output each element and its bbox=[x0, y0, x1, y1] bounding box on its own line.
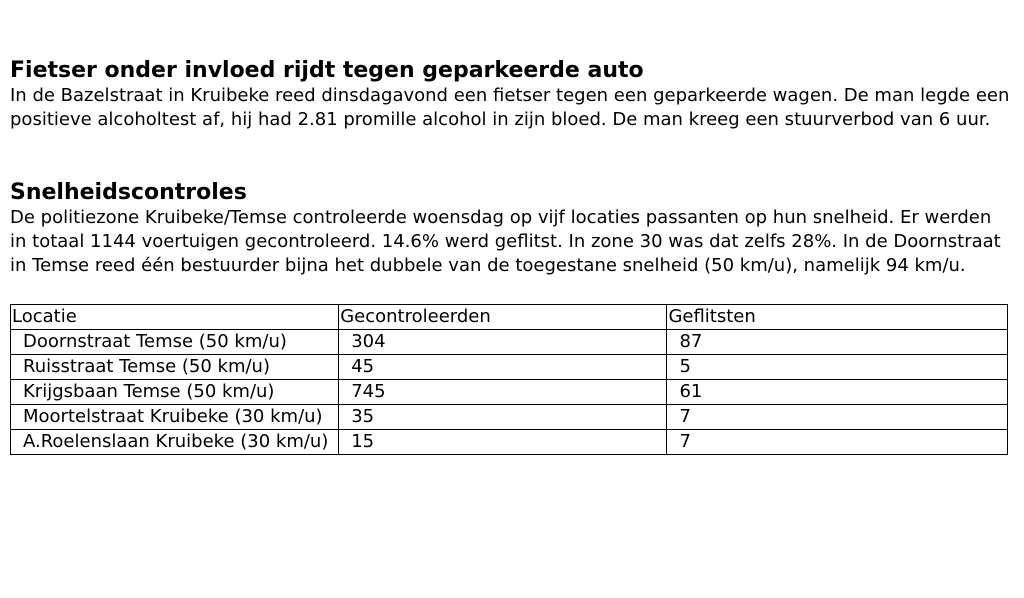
cell-checked: 45 bbox=[339, 355, 667, 380]
table-header-row bbox=[11, 305, 1008, 330]
cell-location: A.Roelenslaan Kruibeke (30 km/u) bbox=[11, 430, 339, 455]
cell-location: Ruisstraat Temse (50 km/u) bbox=[11, 355, 339, 380]
cell-checked: 15 bbox=[339, 430, 667, 455]
article-title: Fietser onder invloed rijdt tegen geparkeerde auto bbox=[10, 58, 644, 83]
table-row bbox=[11, 330, 1008, 355]
cell-checked: 35 bbox=[339, 405, 667, 430]
cell-flashed: 87 bbox=[667, 330, 1008, 355]
cell-location: Doornstraat Temse (50 km/u) bbox=[11, 330, 339, 355]
speed-check-table bbox=[10, 304, 1008, 455]
cell-flashed: 61 bbox=[667, 380, 1008, 405]
cell-location: Moortelstraat Kruibeke (30 km/u) bbox=[11, 405, 339, 430]
cell-location: Krijgsbaan Temse (50 km/u) bbox=[11, 380, 339, 405]
article-cyclist bbox=[10, 58, 1010, 132]
document-page bbox=[10, 58, 1010, 455]
cell-checked: 304 bbox=[339, 330, 667, 355]
table-row bbox=[11, 380, 1008, 405]
cell-flashed: 5 bbox=[667, 355, 1008, 380]
article-body: In de Bazelstraat in Kruibeke reed dinsdagavond een fietser tegen een geparkeerde wagen. De man legde een positieve alcoholtest af, hij had 2.81 promille alcohol in zijn bloed. De man kreeg een stuurverbod van 6 uur. bbox=[10, 85, 1010, 130]
cell-checked: 745 bbox=[339, 380, 667, 405]
table-row bbox=[11, 430, 1008, 455]
header-geflitsten: Geflitsten bbox=[667, 305, 1008, 330]
header-gecontroleerden: Gecontroleerden bbox=[339, 305, 667, 330]
table-row bbox=[11, 405, 1008, 430]
table-row bbox=[11, 355, 1008, 380]
cell-flashed: 7 bbox=[667, 405, 1008, 430]
article-speed-checks bbox=[10, 180, 1010, 278]
cell-flashed: 7 bbox=[667, 430, 1008, 455]
article-title: Snelheidscontroles bbox=[10, 180, 247, 205]
article-body: De politiezone Kruibeke/Temse controleerde woensdag op vijf locaties passanten op hun snelheid. Er werden in totaal 1144 voertuigen gecontroleerd. 14.6% werd geflitst. In zone 30 was dat zelfs 28%. In de Doornstraat in Temse reed één bestuurder bijna het dubbele van de toegestane snelheid (50 km/u), namelijk 94 km/u. bbox=[10, 207, 1001, 276]
header-locatie: Locatie bbox=[11, 305, 339, 330]
